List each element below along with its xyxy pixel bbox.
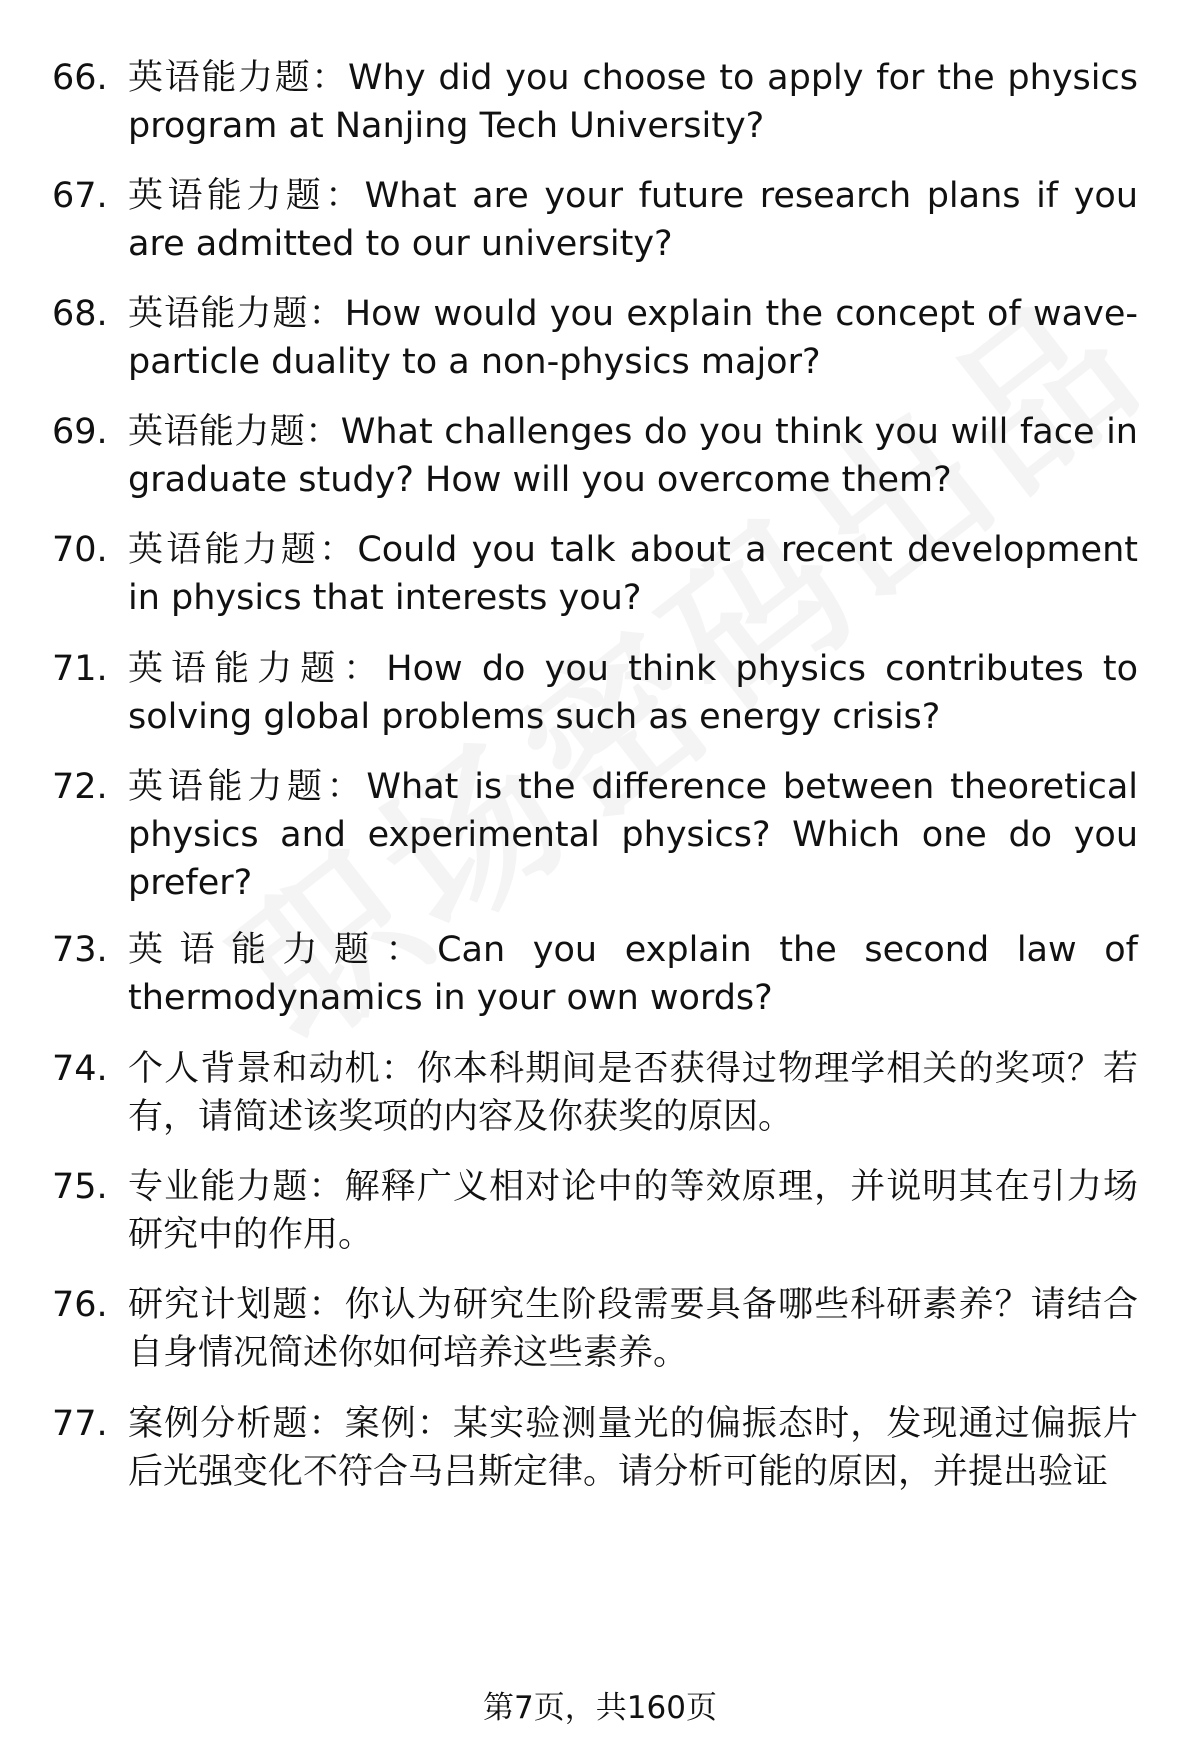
question-number: 69.: [52, 412, 108, 452]
list-item: [52, 1400, 1152, 1496]
question-number: 70.: [52, 530, 108, 570]
question-text: 英语能力题：Why did you choose to apply for the physics program at Nanjing Tech University?: [128, 58, 1138, 146]
question-text: 英语能力题：What challenges do you think you will face in graduate study? How will you overcome them?: [128, 412, 1138, 500]
question-text: 案例分析题：案例：某实验测量光的偏振态时，发现通过偏振片后光强变化不符合马吕斯定律。请分析可能的原因，并提出验证: [128, 1404, 1138, 1492]
question-number: 73.: [52, 930, 108, 970]
list-item: [52, 763, 1152, 907]
list-item: [52, 1163, 1152, 1259]
list-item: [52, 1045, 1152, 1141]
question-text: 英语能力题：Could you talk about a recent development in physics that interests you?: [128, 530, 1138, 618]
question-text: 研究计划题：你认为研究生阶段需要具备哪些科研素养？请结合自身情况简述你如何培养这些素养。: [128, 1285, 1138, 1373]
list-item: [52, 172, 1152, 268]
question-text: 英语能力题：What is the difference between theoretical physics and experimental physics? Which one do you prefer?: [128, 767, 1138, 903]
list-item: [52, 1281, 1152, 1377]
question-text: 英语能力题：How do you think physics contributes to solving global problems such as energy crisis?: [128, 649, 1138, 737]
question-text: 英语能力题：What are your future research plans if you are admitted to our university?: [128, 176, 1138, 264]
question-text: 个人背景和动机：你本科期间是否获得过物理学相关的奖项？若有，请简述该奖项的内容及你获奖的原因。: [128, 1049, 1138, 1137]
question-number: 72.: [52, 767, 108, 807]
list-item: [52, 926, 1152, 1022]
question-number: 75.: [52, 1167, 108, 1207]
list-item: [52, 408, 1152, 504]
question-number: 76.: [52, 1285, 108, 1325]
list-item: [52, 290, 1152, 386]
question-number: 67.: [52, 176, 108, 216]
question-number: 77.: [52, 1404, 108, 1444]
question-number: 71.: [52, 649, 108, 689]
question-text: 英语能力题：Can you explain the second law of thermodynamics in your own words?: [128, 930, 1138, 1018]
list-item: [52, 526, 1152, 622]
question-text: 专业能力题：解释广义相对论中的等效原理，并说明其在引力场研究中的作用。: [128, 1167, 1138, 1255]
question-text: 英语能力题：How would you explain the concept of wave-particle duality to a non-physics major?: [128, 294, 1138, 382]
question-number: 66.: [52, 58, 108, 98]
question-number: 74.: [52, 1049, 108, 1089]
question-number: 68.: [52, 294, 108, 334]
page-footer: 第7页，共160页: [483, 1690, 717, 1726]
list-item: [52, 645, 1152, 741]
list-item: [52, 54, 1152, 150]
